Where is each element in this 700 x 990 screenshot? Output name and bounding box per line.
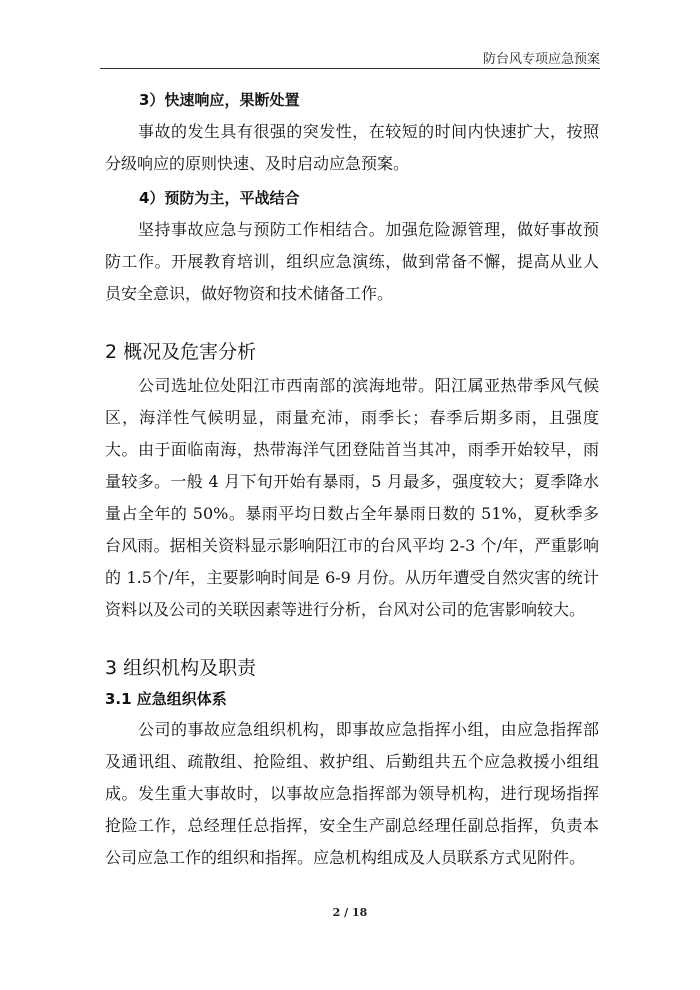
- principle-paragraph-4: 坚持事故应急与预防工作相结合。加强危险源管理，做好事故预防工作。开展教育培训，组织应急演练，做到常备不懈，提高从业人员安全意识，做好物资和技术储备工作。: [105, 220, 599, 303]
- running-header: 防台风专项应急预案: [482, 52, 600, 67]
- section-2-paragraph: 公司选址位处阳江市西南部的滨海地带。阳江属亚热带季风气候区，海洋性气候明显，雨量充沛，雨季长；春季后期多雨，且强度大。由于面临南海，热带海洋气团登陆首当其冲，雨季开始较早，雨量较多。一般 4 月下旬开始有暴雨，5 月最多，强度较大；夏季降水量占全年的 50%。暴雨平均日数占全年暴雨日数的 51%，夏秋季多台风雨。据相关资料显示影响阳江市的台风平均 2-3 个/年，严重影响的 1.5个/年，主要影响时间是 6-9 月份。从历年遭受自然灾害的统计资料以及公司的关联因素等进行分析，台风对公司的危害影响较大。: [105, 376, 599, 619]
- principle-heading-4: 4）预防为主，平战结合: [139, 189, 300, 207]
- section-3-1-paragraph: 公司的事故应急组织机构，即事故应急指挥小组，由应急指挥部及通讯组、疏散组、抢险组、救护组、后勤组共五个应急救援小组组成。发生重大事故时，以事故应急指挥部为领导机构，进行现场指挥抢险工作，总经理任总指挥，安全生产副总经理任副总指挥，负责本公司应急工作的组织和指挥。应急机构组成及人员联系方式见附件。: [105, 720, 599, 867]
- subsection-heading-3-1: 3.1 应急组织体系: [105, 690, 227, 708]
- page-body: [105, 84, 599, 874]
- section-heading-2: 2 概况及危害分析: [105, 341, 257, 363]
- principle-paragraph-3: 事故的发生具有很强的突发性，在较短的时间内快速扩大，按照分级响应的原则快速、及时启动应急预案。: [105, 122, 599, 173]
- principle-heading-3: 3）快速响应，果断处置: [139, 91, 300, 109]
- section-heading-3: 3 组织机构及职责: [105, 657, 257, 679]
- header-rule: [100, 68, 600, 69]
- page-number: 2 / 18: [332, 906, 368, 919]
